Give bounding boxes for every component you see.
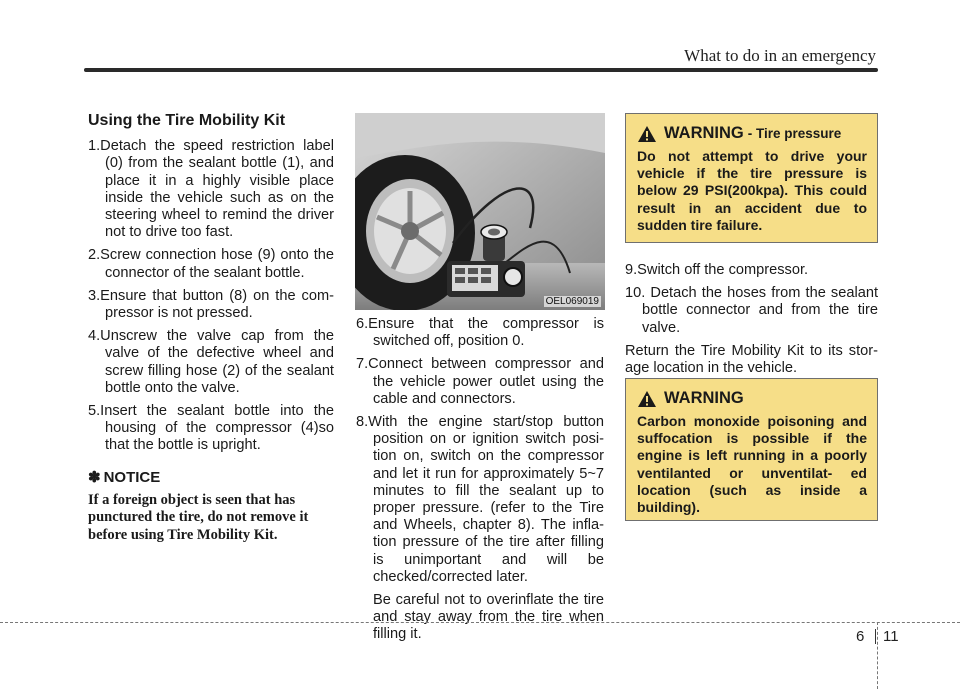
step-10: 10. Detach the hoses from the sealant bottle connector and from the tire valve. — [625, 285, 878, 336]
warning-title: WARNING — [664, 124, 744, 142]
tire-mobility-kit-photo — [355, 113, 605, 310]
figure-code: OEL069019 — [545, 296, 599, 307]
warning-title: WARNING — [664, 389, 744, 407]
step-2: 2.Screw connection hose (9) onto the connector of the sealant bottle. — [88, 247, 334, 281]
chapter-number: 6 — [856, 628, 865, 645]
step-9: 9.Switch off the compressor. — [625, 262, 809, 278]
warning-subtitle: - Tire pressure — [747, 126, 842, 141]
tire-compressor-illustration — [355, 113, 605, 310]
step-8: 8.With the engine start/stop button position on or ignition switch posi- tion on, switch on the compressor and let it run for approximately 5~7 minutes to fill the sealant up to proper pressure. (refer to the Tire and Wheels, chapter 8). The infla- tion pressure of the tire after filling is unimportant and will be checked/corrected later. — [356, 414, 604, 585]
step-5: 5.Insert the sealant bottle into the housing of the compressor (4)so that the bottle is upright. — [88, 403, 334, 454]
notice-title: NOTICE — [103, 468, 161, 486]
warning-carbon-monoxide-box — [625, 378, 878, 521]
column-right — [625, 262, 878, 381]
header-rule — [84, 68, 878, 72]
page-number: 11 — [883, 628, 899, 645]
column-middle — [356, 316, 604, 648]
step-8-note: Be careful not to overinflate the tire and stay away from the tire when filling it. — [373, 592, 604, 643]
warning-text: Do not attempt to drive your vehicle if the tire pressure is below 29 PSI(200kpa). This could result in an accident due to sudden tire failure. — [637, 148, 867, 233]
step-3: 3.Ensure that button (8) on the com- pressor is not pressed. — [88, 287, 334, 322]
page-number-divider — [875, 629, 876, 644]
step-4: 4.Unscrew the valve cap from the valve of the defective wheel and screw filling hose (2) of the sealant bottle onto the valve. — [88, 328, 334, 396]
warning-triangle-icon — [637, 125, 657, 143]
footer-dashed-line — [0, 622, 960, 623]
step-1: 1.Detach the speed restriction label (0) from the sealant bottle (1), and place it in a highly visible place inside the vehicle such as on the steering wheel to remind the driver not to drive too fast. — [88, 138, 334, 241]
section-title: Using the Tire Mobility Kit — [88, 112, 286, 129]
warning-tire-pressure-box — [625, 113, 878, 243]
step-6: 6.Ensure that the compressor is switched off, position 0. — [356, 316, 604, 350]
warning-heading — [637, 389, 867, 408]
warning-text: Carbon monoxide poisoning and suffocation is possible if the engine is left running in a poorly ventilanted or unventilat- ed location (such as inside a building). — [637, 413, 867, 516]
column-left — [88, 112, 334, 544]
notice-heading — [88, 469, 334, 486]
warning-triangle-icon — [637, 390, 657, 408]
closing-text: Return the Tire Mobility Kit to its stor- age location in the vehicle. — [625, 342, 878, 377]
warning-heading — [637, 124, 867, 143]
step-7: 7.Connect between compressor and the vehicle power outlet using the cable and connectors. — [356, 356, 604, 407]
footer-vertical-dashed-line — [877, 622, 878, 689]
page-header-title: What to do in an emergency — [684, 46, 876, 65]
notice-star-icon: ✽ — [88, 468, 101, 486]
notice-text: If a foreign object is seen that has punctured the tire, do not remove it before using Tire Mobility Kit. — [88, 491, 309, 543]
